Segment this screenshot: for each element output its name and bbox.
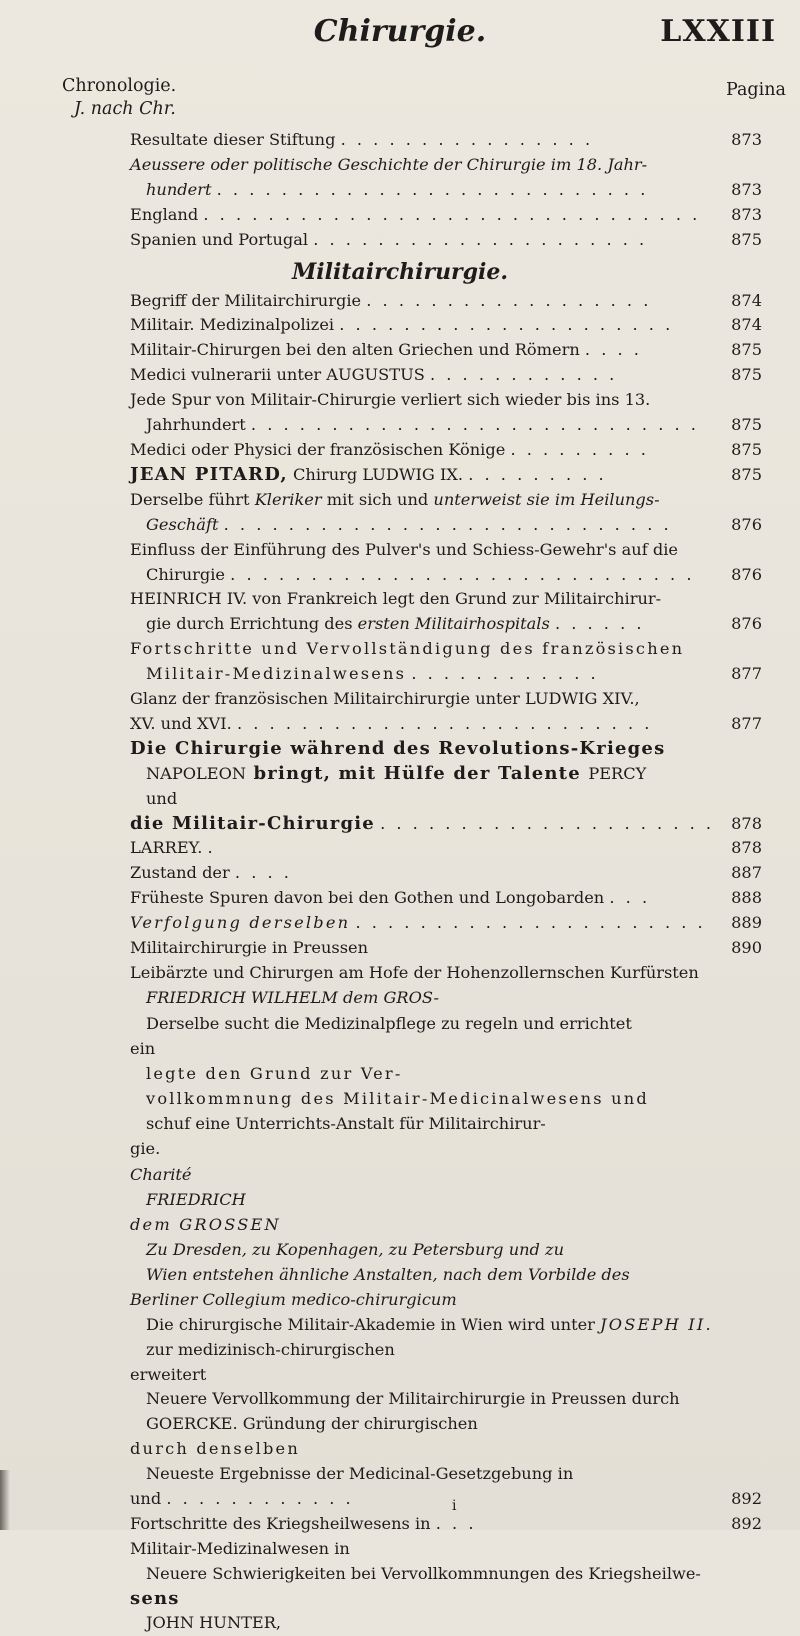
signature-mark: i <box>452 1498 457 1514</box>
page-number: 877 <box>731 713 762 733</box>
toc-entry: gie durch Errichtung des ersten Militairhospitals . . . . . . 876 <box>0 612 800 635</box>
toc-entry: FRIEDRICH WILHELM dem GROS- <box>146 987 440 1007</box>
page-number: 874 <box>731 315 762 335</box>
toc-entry: Derselbe sucht die Medizinalpflege zu regeln und errichtet <box>146 1014 632 1034</box>
toc-entry: Einfluss der Einführung des Pulver's und Schiess-Gewehr's auf die <box>130 539 678 559</box>
page-number: 873 <box>731 204 762 224</box>
toc-entry: dem GROSSEN <box>130 1215 281 1235</box>
toc-entry: Die chirurgische Militair-Akademie in Wien wird unter JOSEPH II. <box>146 1314 713 1334</box>
page-number: 875 <box>731 464 762 484</box>
toc-entry: Früheste Spuren davon bei den Gothen und Longobarden . . . 888 <box>0 886 800 909</box>
toc-entry: Jede Spur von Militair-Chirurgie verliert sich wieder bis ins 13. <box>130 390 651 410</box>
toc-entry: Derselbe führt Kleriker mit sich und unterweist sie im Heilungs- <box>130 489 660 509</box>
edge-shadow <box>0 1470 10 1530</box>
toc-entry: Chirurgie . . . . . . . . . . . . . . . . . . . . . . . . . . . . . 876 <box>0 563 800 586</box>
page-number: 887 <box>731 863 762 883</box>
toc-entry: hundert . . . . . . . . . . . . . . . . . . . . . . . . . . . 873 <box>0 178 800 201</box>
page-number: 878 <box>731 813 762 833</box>
toc-entry: Militair. Medizinalpolizei . . . . . . . . . . . . . . . . . . . . . 874 <box>0 313 800 336</box>
toc-entry: NAPOLEON bringt, mit Hülfe der Talente PERCY <box>146 762 647 784</box>
toc-entry: sens <box>130 1587 180 1609</box>
page-number: 873 <box>731 130 762 149</box>
toc-entry: die Militair-Chirurgie . . . . . . . . . . . . . . . . . . . . . 878 <box>130 812 762 834</box>
toc-entry: JOHN HUNTER, <box>146 1612 282 1632</box>
toc-entry: Fortschritte des Kriegsheilwesens in . . . 892 <box>0 1512 800 1535</box>
toc-entry: Resultate dieser Stiftung . . . . . . . . . . . . . . . . 873 <box>0 128 800 151</box>
toc-entry: Spanien und Portugal . . . . . . . . . . . . . . . . . . . . . 875 <box>0 228 800 251</box>
page-number: 875 <box>731 439 762 459</box>
page-number: 875 <box>731 415 762 435</box>
pagina-heading: Pagina <box>726 80 786 100</box>
toc-entry: Aeussere oder politische Geschichte der Chirurgie im 18. Jahr- <box>130 154 648 174</box>
toc-entry: Zu Dresden, zu Kopenhagen, zu Petersburg und zu <box>146 1239 565 1259</box>
toc-entry: Neuere Schwierigkeiten bei Vervollkommnungen des Kriegsheilwe- <box>146 1563 701 1583</box>
toc-entry: Leibärzte und Chirurgen am Hofe der Hohenzollernschen Kurfürsten <box>130 963 699 982</box>
toc-entry: Geschäft . . . . . . . . . . . . . . . . . . . . . . . . . . . . 876 <box>0 513 800 536</box>
toc-entry: Medici vulnerarii unter AUGUSTUS . . . . . . . . . . . . 875 <box>0 363 800 386</box>
toc-entry: FRIEDRICH <box>146 1190 246 1210</box>
page-title: Chirurgie. <box>313 14 487 49</box>
table-of-contents <box>0 128 800 1636</box>
toc-entry: und . . . . . . . . . . . . 892 <box>0 1487 800 1510</box>
toc-entry: ein <box>130 1039 156 1059</box>
toc-entry: gie. <box>130 1138 161 1158</box>
page-number: 874 <box>731 290 762 310</box>
page-number: 875 <box>731 340 762 360</box>
toc-entry: Militair-Medizinalwesens . . . . . . . . . . . . 877 <box>0 662 800 685</box>
toc-entry: Neueste Ergebnisse der Medicinal-Gesetzgebung in <box>146 1464 574 1484</box>
toc-entry: Medici oder Physici der französischen Könige . . . . . . . . . 875 <box>0 438 800 461</box>
page-number: 877 <box>731 664 762 684</box>
toc-entry: Zustand der . . . . 887 <box>0 861 800 884</box>
toc-entry: Jahrhundert . . . . . . . . . . . . . . . . . . . . . . . . . . . . 875 <box>0 413 800 436</box>
page-number: 876 <box>731 614 762 634</box>
toc-entry: XV. und XVI. . . . . . . . . . . . . . . . . . . . . . . . . . . 877 <box>0 712 800 735</box>
toc-entry: Die Chirurgie während des Revolutions-Krieges <box>130 737 666 759</box>
toc-entry: und <box>146 788 178 808</box>
page-number: 873 <box>731 179 762 199</box>
toc-entry: Charité <box>130 1165 192 1185</box>
toc-entry: schuf eine Unterrichts-Anstalt für Militairchirur- <box>146 1113 546 1133</box>
toc-entry: JEAN PITARD, Chirurg LUDWIG IX. . . . . . . . . . 875 <box>130 463 762 485</box>
running-header <box>0 10 800 60</box>
toc-entry: Neuere Vervollkommung der Militairchirurgie in Preussen durch <box>146 1389 680 1409</box>
section-title: Militairchirurgie. <box>291 258 509 285</box>
toc-entry: durch denselben <box>130 1439 300 1459</box>
chronologie-heading: Chronologie. <box>62 76 177 96</box>
page-number: 876 <box>731 564 762 584</box>
toc-entry: Militair-Chirurgen bei den alten Griechen und Römern . . . . 875 <box>0 338 800 361</box>
page-folio: LXXIII <box>660 14 776 49</box>
toc-entry: LARREY. . 878 <box>0 836 800 859</box>
toc-entry: vollkommnung des Militair-Medicinalwesens und <box>146 1089 649 1109</box>
page-number: 892 <box>731 1513 762 1533</box>
toc-entry: erweitert <box>130 1364 207 1384</box>
toc-entry: Glanz der französischen Militairchirurgie unter LUDWIG XIV., <box>130 689 640 709</box>
page-number: 876 <box>731 514 762 534</box>
toc-entry: Fortschritte und Vervollständigung des französischen <box>130 639 685 659</box>
toc-entry: Militairchirurgie in Preussen 890 <box>0 936 800 959</box>
column-headings <box>62 76 786 136</box>
toc-entry: Wien entstehen ähnliche Anstalten, nach dem Vorbilde des <box>146 1264 630 1284</box>
page-number: 892 <box>731 1489 762 1509</box>
toc-entry: Militair-Medizinalwesen in <box>130 1538 350 1558</box>
toc-entry: Begriff der Militairchirurgie . . . . . . . . . . . . . . . . . . 874 <box>0 289 800 312</box>
page-number: 875 <box>731 365 762 385</box>
toc-entry: legte den Grund zur Ver- <box>146 1064 403 1084</box>
year-heading: J. nach Chr. <box>74 99 176 119</box>
toc-entry: England . . . . . . . . . . . . . . . . . . . . . . . . . . . . . . . 873 <box>0 203 800 226</box>
toc-entry: Berliner Collegium medico-chirurgicum <box>130 1289 457 1309</box>
page-number: 890 <box>731 938 762 958</box>
page-number: 875 <box>731 229 762 249</box>
page-number: 889 <box>731 913 762 933</box>
toc-entry: zur medizinisch-chirurgischen <box>146 1339 395 1359</box>
toc-entry: Verfolgung derselben . . . . . . . . . . . . . . . . . . . . . . 889 <box>0 911 800 934</box>
toc-entry: GOERCKE. Gründung der chirurgischen <box>146 1414 478 1434</box>
page-number: 888 <box>731 888 762 908</box>
page-number: 878 <box>731 838 762 858</box>
toc-entry: HEINRICH IV. von Frankreich legt den Grund zur Militairchirur- <box>130 589 662 609</box>
